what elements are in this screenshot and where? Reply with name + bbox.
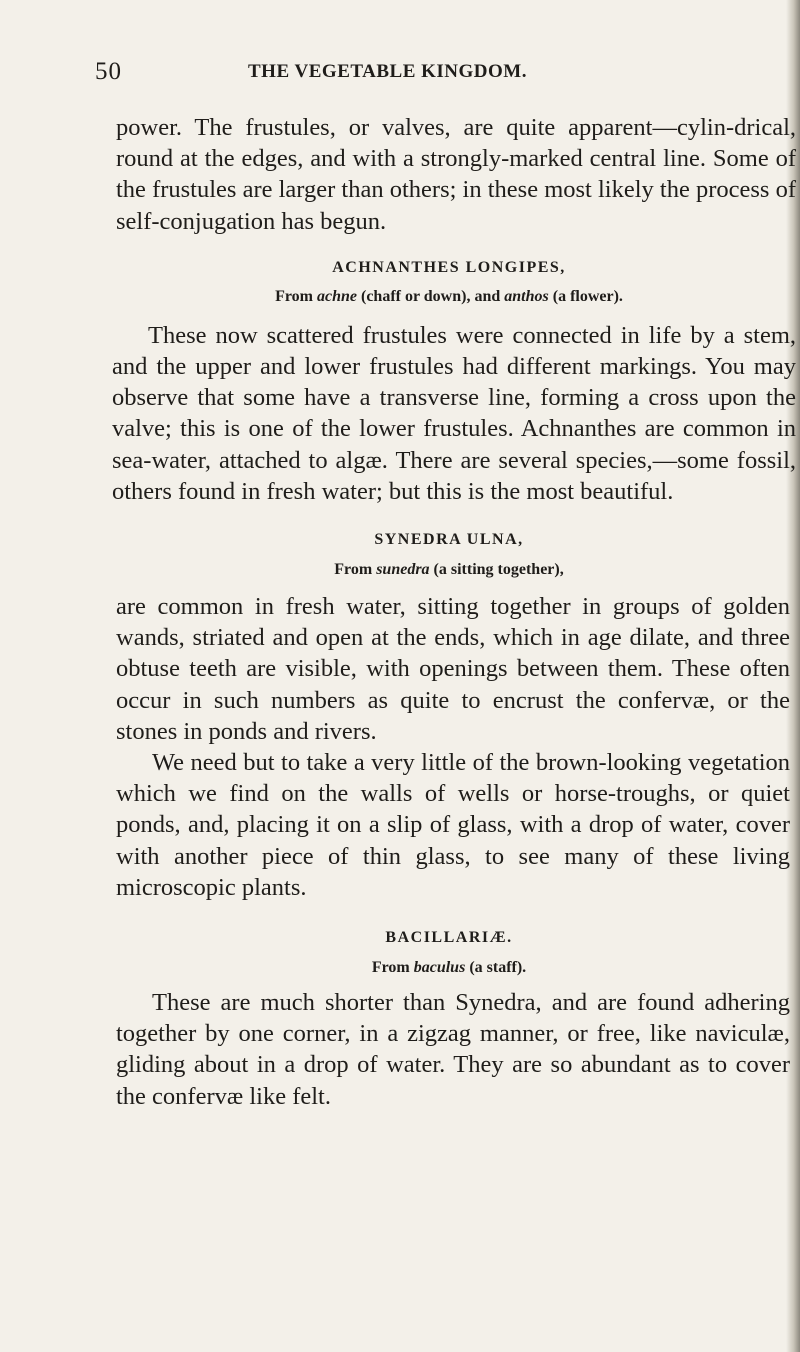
section-heading-bacillariae: BACILLARIÆ. [385,929,513,947]
etymology-bacillariae: From baculus (a staff). [371,959,527,977]
etymology-term: sunedra [376,561,430,579]
paragraph-bacillariae: These are much shorter than Synedra, and are found adhering together by one corner, in a zigzag manner, or free, like naviculæ, gliding about in a drop of water. They are so abundant as to cover the confervæ like felt. [116,989,790,1110]
paragraph-vegetation: We need but to take a very little of the brown-looking vegetation which we find on the walls of wells or horse-troughs, or quiet ponds, and, placing it on a slip of glass, with a drop of water, cover with another piece of thin glass, to see many of these living microscopic plants. [116,749,790,901]
etymology-achnanthes: From achne (chaff or down), and anthos (a flower). [275,287,623,305]
etymology-term: baculus [413,959,466,977]
etymology-synedra: From sunedra (a sitting together), [334,561,564,579]
page-number: 50 [95,58,122,85]
etymology-term: anthos [504,287,549,305]
running-head: THE VEGETABLE KINGDOM. [248,61,527,82]
paragraph-achnanthes: These now scattered frustules were connected in life by a stem, and the upper and lower frustules had different markings. You may observe that some have a transverse line, forming a cross upon the valve; this is one of the lower frustules. Achnanthes are common in sea-water, attached to algæ. There are several species,—some fossil, others found in fresh water; but this is the most beautiful. [112,321,796,505]
intro-paragraph: power. The frustules, or valves, are quite apparent—cylin-drical, round at the edges, and with a strongly-marked central line. Some of the frustules are larger than others; in these most likely the process of self-conjugation has begun. [116,114,796,235]
paragraph-synedra: are common in fresh water, sitting together in groups of golden wands, striated and open at the ends, which in age dilate, and three obtuse teeth are visible, with openings between them. These often occur in such numbers as quite to encrust the confervæ, or the stones in ponds and rivers. [116,593,790,745]
page-body [112,112,796,1112]
page-header [95,58,735,94]
section-heading-achnanthes: ACHNANTHES LONGIPES, [332,258,566,276]
section-heading-synedra: SYNEDRA ULNA, [374,531,524,549]
etymology-term: achne [316,287,357,305]
